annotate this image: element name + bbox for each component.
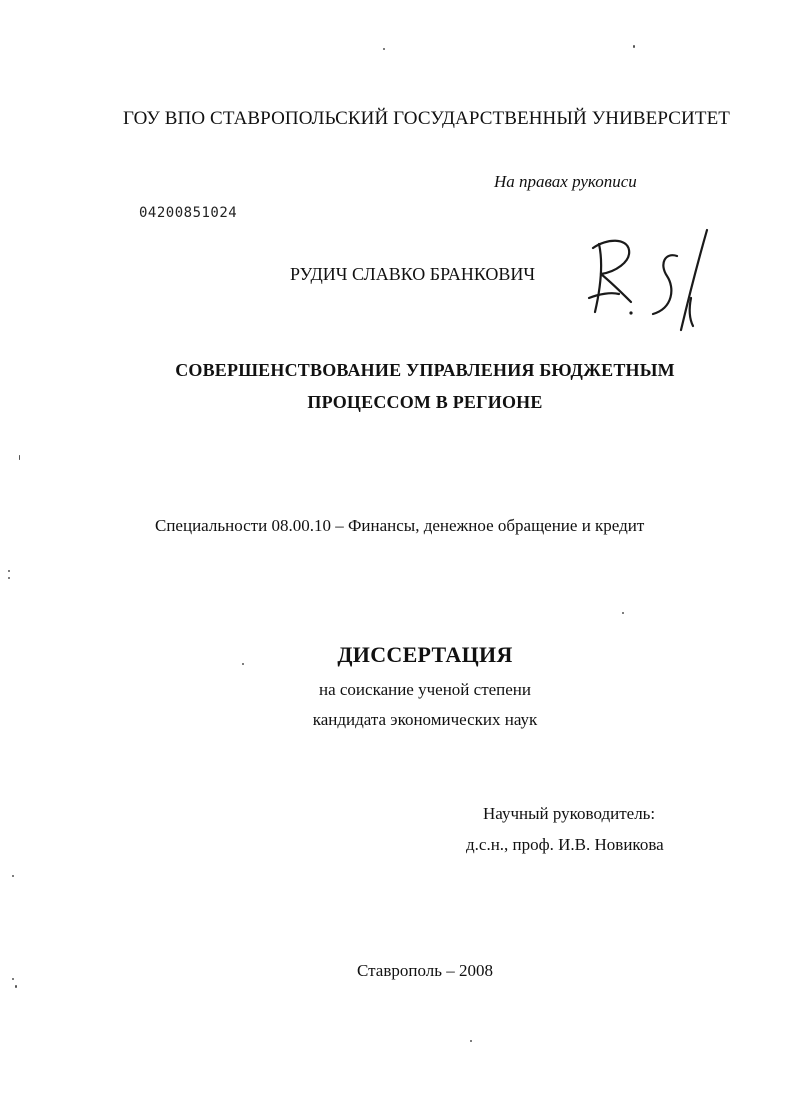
specialty-line: Специальности 08.00.10 – Финансы, денежное обращение и кредит [155,516,645,535]
university-name: ГОУ ВПО СТАВРОПОЛЬСКИЙ ГОСУДАРСТВЕННЫЙ УНИВЕРСИТЕТ [123,108,730,129]
scan-speck [383,48,385,50]
manuscript-rights-note: На правах рукописи [494,172,637,191]
dissertation-title-line-2: ПРОЦЕССОМ В РЕГИОНЕ [307,392,543,412]
scan-speck [8,570,10,572]
scan-speck [12,875,14,877]
scan-speck [242,663,244,665]
degree-line-2: кандидата экономических наук [312,710,538,729]
supervisor-label: Научный руководитель: [483,804,656,823]
handwritten-signature [585,228,710,333]
city-year: Ставрополь – 2008 [357,961,493,980]
scan-speck [19,455,20,460]
author-name: РУДИЧ СЛАВКО БРАНКОВИЧ [290,264,536,284]
scan-speck [622,612,624,614]
degree-line-1: на соискание ученой степени [318,680,532,699]
dissertation-title-line-1: СОВЕРШЕНСТВОВАНИЕ УПРАВЛЕНИЯ БЮДЖЕТНЫМ [175,360,675,380]
scan-speck [12,978,14,980]
document-type-heading: ДИССЕРТАЦИЯ [337,642,513,667]
scan-speck [15,985,17,988]
library-code: 04200851024 [139,205,238,221]
supervisor-name: д.с.н., проф. И.В. Новикова [466,835,664,854]
scan-speck [633,45,635,48]
scan-speck [8,577,10,579]
scan-speck [470,1040,472,1042]
